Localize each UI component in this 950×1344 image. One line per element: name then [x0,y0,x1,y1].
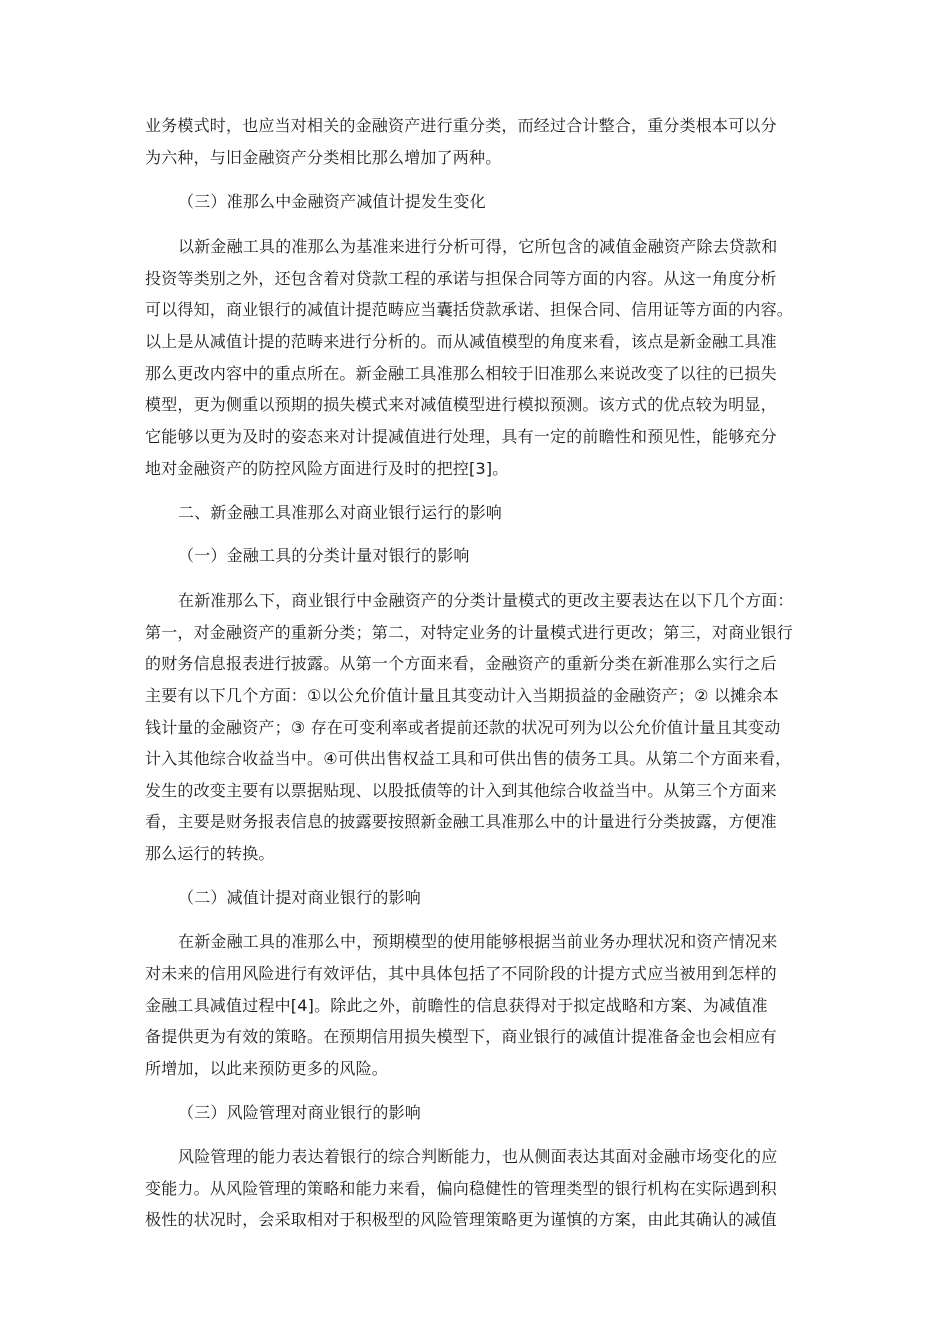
paragraph-line: 地对金融资产的防控风险方面进行及时的把控[3]。 [145,459,509,478]
paragraph-line: 对未来的信用风险进行有效评估，其中具体包括了不同阶段的计提方式应当被用到怎样的 [145,964,777,983]
paragraph-line: 风险管理的能力表达着银行的综合判断能力，也从侧面表达其面对金融市场变化的应 [178,1147,778,1166]
paragraph-line: 它能够以更为及时的姿态来对计提减值进行处理，具有一定的前瞻性和预见性，能够充分 [145,427,777,446]
paragraph-line: 那么运行的转换。 [145,844,275,863]
paragraph-line: 投资等类别之外，还包含着对贷款工程的承诺与担保合同等方面的内容。从这一角度分析 [145,269,777,288]
paragraph-line: 以上是从减值计提的范畴来进行分析的。而从减值模型的角度来看，该点是新金融工具准 [145,332,777,351]
paragraph-line: 以新金融工具的准那么为基准来进行分析可得，它所包含的减值金融资产除去贷款和 [178,237,778,256]
paragraph-line: 变能力。从风险管理的策略和能力来看，偏向稳健性的管理类型的银行机构在实际遇到积 [145,1179,777,1198]
paragraph-line: 备提供更为有效的策略。在预期信用损失模型下，商业银行的减值计提准备金也会相应有 [145,1027,777,1046]
paragraph-line: 发生的改变主要有以票据贴现、以股抵债等的计入到其他综合收益当中。从第三个方面来 [145,781,777,800]
paragraph-line: 为六种，与旧金融资产分类相比那么增加了两种。 [145,148,502,167]
paragraph-line: 计入其他综合收益当中。④可供出售权益工具和可供出售的债务工具。从第二个方面来看， [145,749,792,768]
paragraph-line: 金融工具减值过程中[4]。除此之外，前瞻性的信息获得对于拟定战略和方案、为减值准 [145,996,768,1015]
section-heading: 二、新金融工具准那么对商业银行运行的影响 [178,503,503,522]
subsection-heading: （三）风险管理对商业银行的影响 [178,1103,422,1122]
paragraph-line: 那么更改内容中的重点所在。新金融工具准那么相较于旧准那么来说改变了以往的已损失 [145,364,777,383]
paragraph-line: 在新准那么下，商业银行中金融资产的分类计量模式的更改主要表达在以下几个方面： [178,591,794,610]
paragraph-line: 极性的状况时，会采取相对于积极型的风险管理策略更为谨慎的方案，由此其确认的减值 [145,1210,777,1229]
paragraph-line: 模型，更为侧重以预期的损失模式来对减值模型进行模拟预测。该方式的优点较为明显， [145,395,777,414]
paragraph-line: 看，主要是财务报表信息的披露要按照新金融工具准那么中的计量进行分类披露，方便准 [145,812,777,831]
section-heading: （三）准那么中金融资产减值计提发生变化 [178,192,486,211]
paragraph-line: 钱计量的金融资产；③ 存在可变利率或者提前还款的状况可列为以公允价值计量且其变动 [145,718,781,737]
paragraph-line: 主要有以下几个方面：①以公允价值计量且其变动计入当期损益的金融资产；② 以摊余本 [145,686,779,705]
paragraph-line: 在新金融工具的准那么中，预期模型的使用能够根据当前业务办理状况和资产情况来 [178,932,778,951]
paragraph-line: 的财务信息报表进行披露。从第一个方面来看，金融资产的重新分类在新准那么实行之后 [145,654,777,673]
subsection-heading: （一）金融工具的分类计量对银行的影响 [178,546,470,565]
paragraph-line: 可以得知，商业银行的减值计提范畴应当囊括贷款承诺、担保合同、信用证等方面的内容。 [145,300,794,319]
paragraph-line: 所增加，以此来预防更多的风险。 [145,1059,389,1078]
paragraph-line: 第一，对金融资产的重新分类；第二，对特定业务的计量模式进行更改；第三，对商业银行 [145,623,794,642]
subsection-heading: （二）减值计提对商业银行的影响 [178,888,422,907]
paragraph-line: 业务模式时，也应当对相关的金融资产进行重分类，而经过合计整合，重分类根本可以分 [145,116,777,135]
